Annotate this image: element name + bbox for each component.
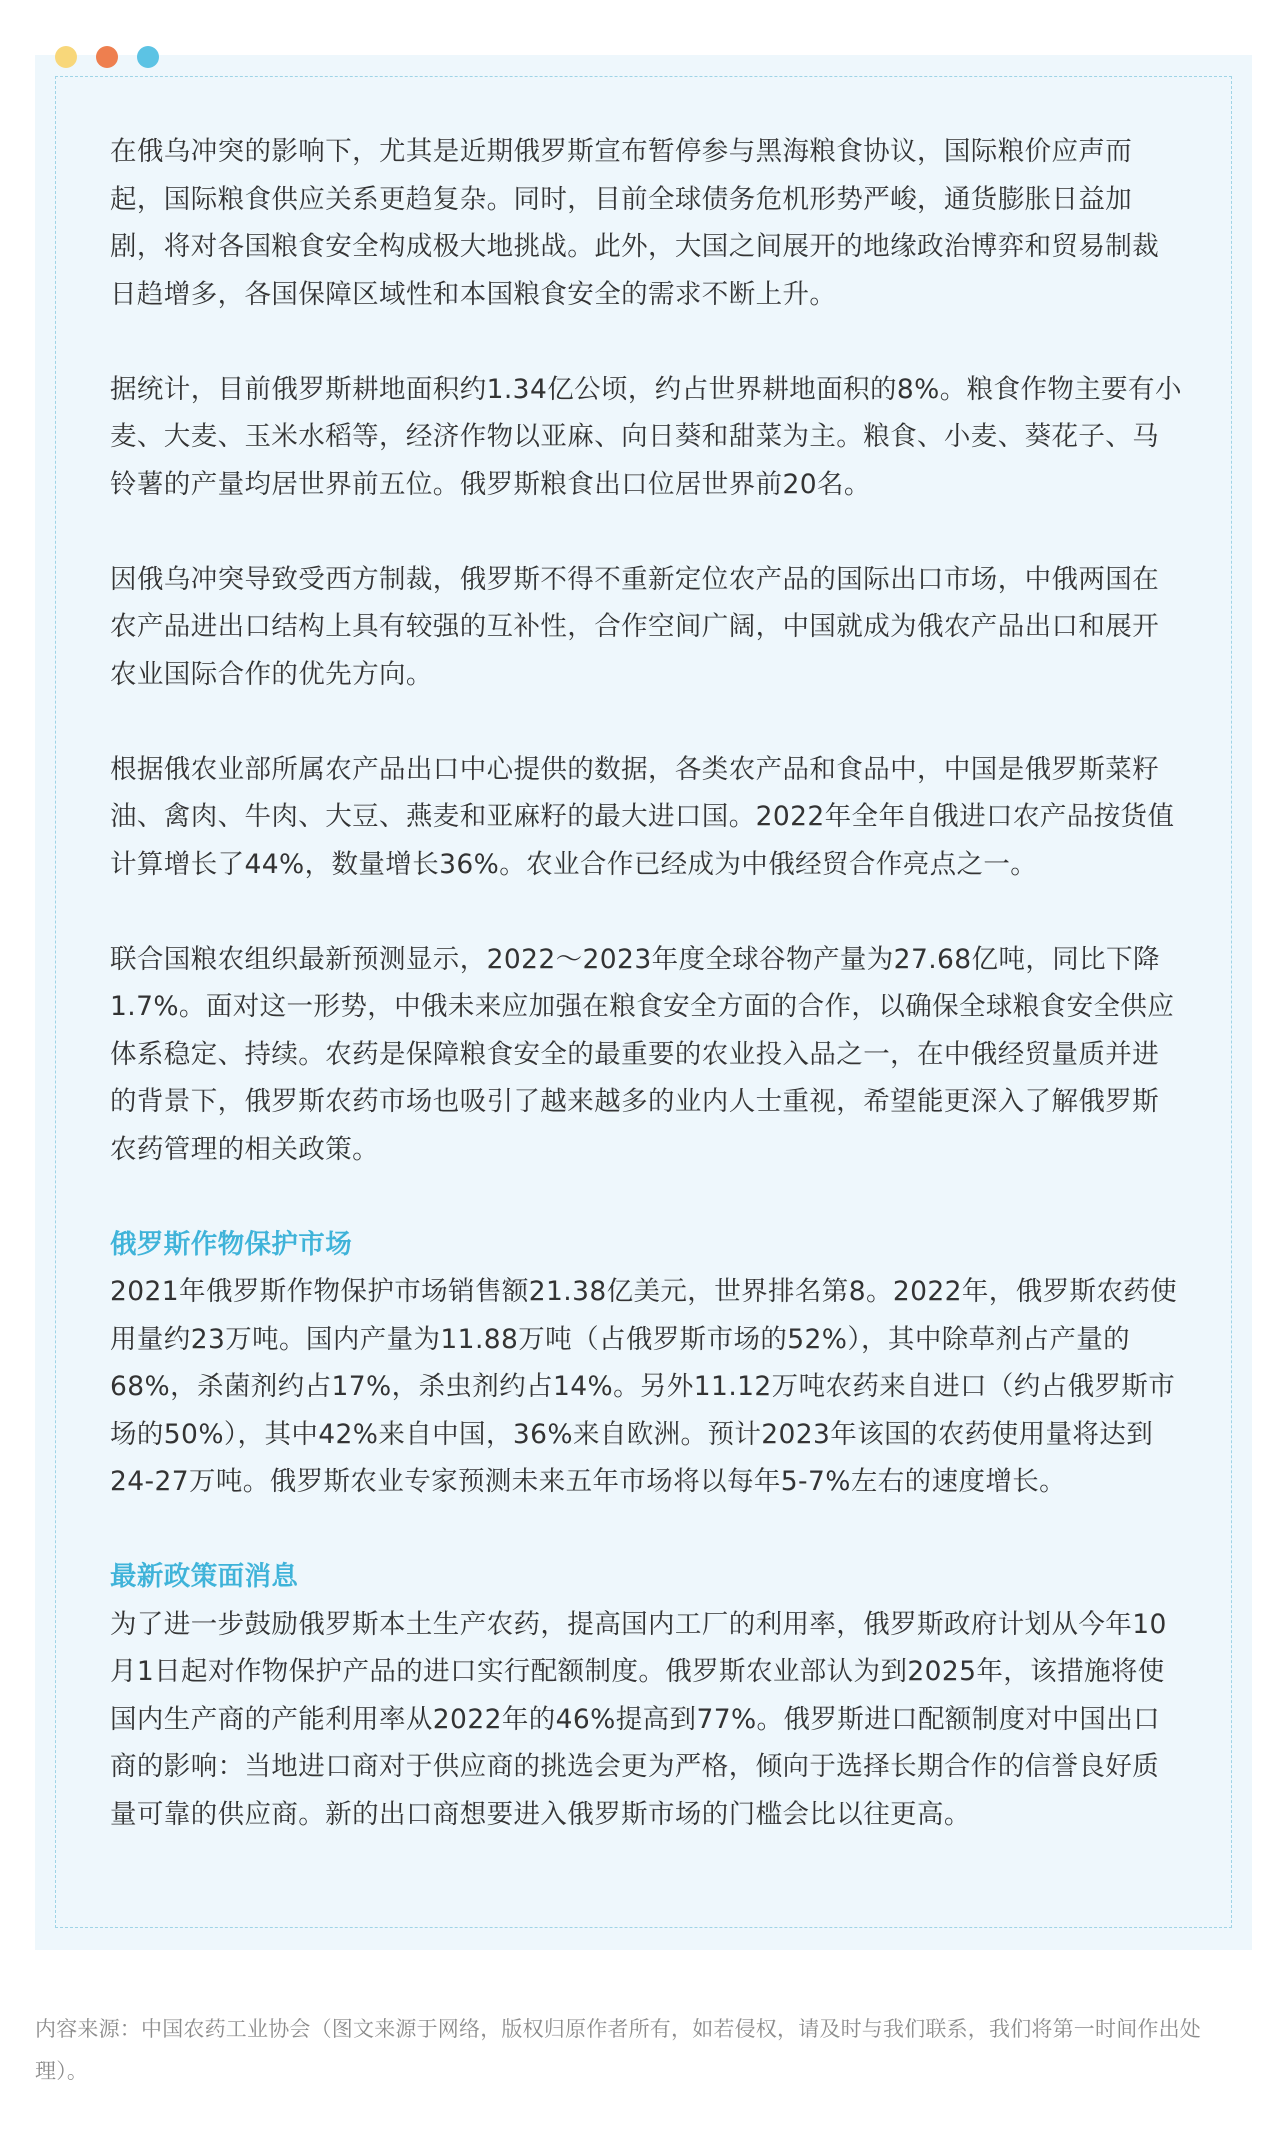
article-body	[110, 128, 1182, 1886]
orange-dot-icon	[96, 46, 118, 68]
paragraph-5: 联合国粮农组织最新预测显示，2022～2023年度全球谷物产量为27.68亿吨，同比下降1.7%。面对这一形势，中俄未来应加强在粮食安全方面的合作，以确保全球粮食安全供应体系稳定、持续。农药是保障粮食安全的最重要的农业投入品之一，在中俄经贸量质并进的背景下，俄罗斯农药市场也吸引了越来越多的业内人士重视，希望能更深入了解俄罗斯农药管理的相关政策。	[110, 943, 1175, 1165]
section-body-market: 2021年俄罗斯作物保护市场销售额21.38亿美元，世界排名第8。2022年，俄罗斯农药使用量约23万吨。国内产量为11.88万吨（占俄罗斯市场的52%），其中除草剂占产量的68%，杀菌剂约占17%，杀虫剂约占14%。另外11.12万吨农药来自进口（约占俄罗斯市场的50%），其中42%来自中国，36%来自欧洲。预计2023年该国的农药使用量将达到24-27万吨。俄罗斯农业专家预测未来五年市场将以每年5-7%左右的速度增长。	[110, 1276, 1178, 1497]
paragraph-1: 在俄乌冲突的影响下，尤其是近期俄罗斯宣布暂停参与黑海粮食协议，国际粮价应声而起，国际粮食供应关系更趋复杂。同时，目前全球债务危机形势严峻，通货膨胀日益加剧，将对各国粮食安全构成极大地挑战。此外，大国之间展开的地缘政治博弈和贸易制裁日趋增多，各国保障区域性和本国粮食安全的需求不断上升。	[110, 136, 1160, 310]
paragraph-2: 据统计，目前俄罗斯耕地面积约1.34亿公顷，约占世界耕地面积的8%。粮食作物主要有小麦、大麦、玉米水稻等，经济作物以亚麻、向日葵和甜菜为主。粮食、小麦、葵花子、马铃薯的产量均居世界前五位。俄罗斯粮食出口位居世界前20名。	[110, 373, 1182, 500]
section-heading-market: 俄罗斯作物保护市场	[110, 1228, 353, 1260]
blue-dot-icon	[137, 46, 159, 68]
paragraph-4: 根据俄农业部所属农产品出口中心提供的数据，各类农产品和食品中，中国是俄罗斯菜籽油、禽肉、牛肉、大豆、燕麦和亚麻籽的最大进口国。2022年全年自俄进口农产品按货值计算增长了44%，数量增长36%。农业合作已经成为中俄经贸合作亮点之一。	[110, 753, 1175, 880]
yellow-dot-icon	[55, 46, 77, 68]
content-source-note: 内容来源：中国农药工业协会（图文来源于网络，版权归原作者所有，如若侵权，请及时与我们联系，我们将第一时间作出处理）。	[35, 2017, 1201, 2083]
window-dots	[55, 46, 159, 68]
section-body-policy: 为了进一步鼓励俄罗斯本土生产农药，提高国内工厂的利用率，俄罗斯政府计划从今年10月1日起对作物保护产品的进口实行配额制度。俄罗斯农业部认为到2025年，该措施将使国内生产商的产能利用率从2022年的46%提高到77%。俄罗斯进口配额制度对中国出口商的影响：当地进口商对于供应商的挑选会更为严格，倾向于选择长期合作的信誉良好质量可靠的供应商。新的出口商想要进入俄罗斯市场的门槛会比以往更高。	[110, 1608, 1167, 1830]
paragraph-3: 因俄乌冲突导致受西方制裁，俄罗斯不得不重新定位农产品的国际出口市场，中俄两国在农产品进出口结构上具有较强的互补性，合作空间广阔，中国就成为俄农产品出口和展开农业国际合作的优先方向。	[110, 563, 1160, 690]
section-heading-policy: 最新政策面消息	[110, 1561, 299, 1592]
